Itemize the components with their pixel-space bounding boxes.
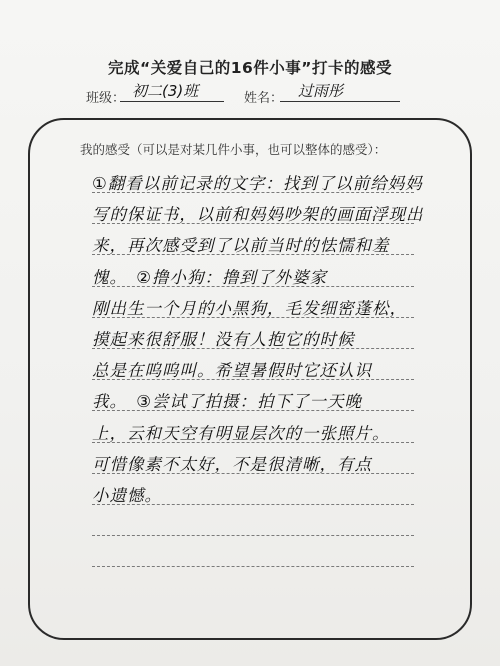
- ruled-line: [92, 566, 414, 567]
- response-line: 我。 ③尝试了拍摄：拍下了一天晚: [92, 392, 363, 412]
- name-label: 姓名：: [244, 91, 284, 106]
- response-line: 上，云和天空有明显层次的一张照片。: [92, 423, 390, 443]
- response-line: 写的保证书，以前和妈妈吵架的画面浮现出: [92, 205, 424, 225]
- response-line: ①翻看以前记录的文字：找到了以前给妈妈: [92, 174, 423, 193]
- response-prompt: 我的感受（可以是对某几件小事，也可以整体的感受）：: [80, 142, 387, 157]
- response-line: 刚出生一个月的小黑狗，毛发细密蓬松，: [92, 298, 407, 318]
- response-line: 小遗憾。: [92, 486, 162, 505]
- response-line: 来，再次感受到了以前当时的怯懦和羞: [92, 236, 390, 256]
- response-line: 可惜像素不太好，不是很清晰，有点: [92, 454, 372, 474]
- name-underline: [280, 101, 400, 102]
- name-value: 过雨彤: [298, 82, 344, 100]
- response-line: 愧。 ②撸小狗：撸到了外婆家: [92, 267, 328, 287]
- response-line: 总是在呜呜叫。希望暑假时它还认识: [92, 361, 372, 381]
- worksheet-title: 完成“关爱自己的16件小事”打卡的感受: [108, 59, 392, 77]
- response-line: 摸起来很舒服！没有人抱它的时候: [92, 330, 355, 349]
- class-label: 班级：: [86, 91, 126, 106]
- class-underline: [120, 101, 224, 102]
- class-value: 初二(3)班: [132, 82, 199, 100]
- ruled-line: [92, 535, 414, 536]
